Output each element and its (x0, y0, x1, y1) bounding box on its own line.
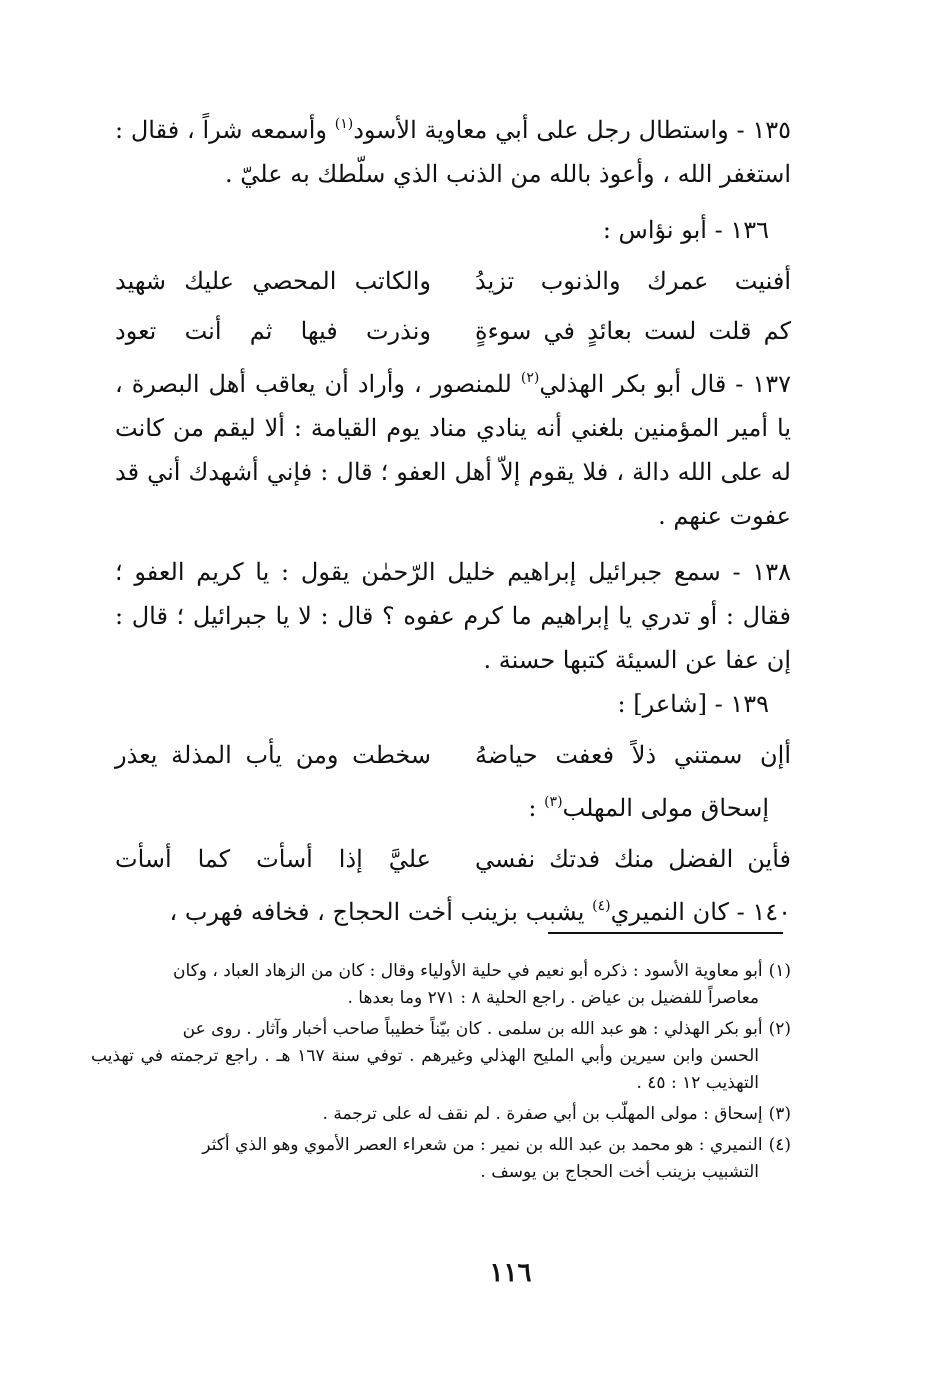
footnote-number: (١) (768, 961, 791, 981)
verse-second-hemistich: سخطت ومن يأب المذلة يعذر (115, 741, 431, 769)
footnote-2 (91, 1016, 791, 1097)
entry-139-intro-2-a: إسحاق مولى المهلب (562, 794, 769, 822)
verse-first-hemistich: كم قلت لست بعائدٍ في سوءةٍ (475, 317, 791, 345)
footnote-continuation: معاصراً للفضيل بن عياض . راجع الحلية ٨ : ٢٧١ وما بعدها . (347, 988, 759, 1008)
entry-135-text-a: ١٣٥ - واستطال رجل على أبي معاوية الأسود (353, 116, 792, 144)
footnote-continuation: الحسن وابن سيرين وأبي المليح الهذلي وغيرهم . توفي سنة ١٦٧ هـ . راجع ترجمته في تهذيب التهذيب ١٢ : ٤٥ . (91, 1046, 759, 1093)
entry-137-text-b: للمنصور ، وأراد أن يعاقب أهل البصرة ، يا أمير المؤمنين بلغني أنه ينادي مناد يوم القيامة : ألا ليقم من كانت له على الله دالة ، فلا يقوم إلاّ أهل العفو ؛ قال : فإني أشهدك أني قد عفوت عنهم . (115, 370, 791, 530)
footnote-4 (91, 1132, 791, 1186)
footnote-text: أبو بكر الهذلي : هو عبد الله بن سلمى . كان بيّناً خطيباً صاحب أخبار وآثار . روى عن (182, 1019, 763, 1039)
entry-140-text-b: يشبب بزينب أخت الحجاج ، فخافه فهرب ، (169, 898, 593, 926)
poem-136 (115, 256, 791, 356)
footnote-text: النميري : هو محمد بن عبد الله بن نمير : من شعراء العصر الأموي وهو الذي أكثر (202, 1135, 763, 1155)
verse-line (115, 256, 791, 306)
main-text (115, 108, 791, 946)
entry-139-intro-2-b: : (528, 794, 545, 822)
footnote-number: (٣) (768, 1104, 791, 1124)
verse-first-hemistich: أفنيت عمرك والذنوب تزيدُ (475, 267, 791, 295)
poem-139 (115, 730, 791, 780)
footnote-text: إسحاق : مولى المهلّب بن أبي صفرة . لم نقف له على ترجمة . (322, 1104, 763, 1124)
footnotes (91, 958, 791, 1190)
footnote-ref-4: (٤) (592, 898, 611, 914)
footnote-number: (٢) (768, 1019, 791, 1039)
footnote-ref-1: (١) (334, 116, 354, 132)
entry-138: ١٣٨ - سمع جبرائيل إبراهيم خليل الرّحمٰن يقول : يا كريم العفو ؛ فقال : أو تدري يا إبراهيم ما كرم عفوه ؟ قال : لا يا جبرائيل ؛ قال : إن عفا عن السيئة كتبها حسنة . (115, 558, 791, 674)
footnote-3 (91, 1101, 791, 1128)
verse-line (115, 730, 791, 780)
poem-139-b (115, 834, 791, 884)
verse-first-hemistich: أإن سمتني ذلاً فعفت حياضهُ (475, 741, 791, 769)
entry-139-intro: ١٣٩ - [شاعر] : (617, 690, 769, 718)
footnote-1 (91, 958, 791, 1012)
entry-140 (115, 890, 791, 934)
verse-second-hemistich: عليَّ إذا أسأت كما أسأت (115, 845, 431, 873)
entry-136 (115, 208, 791, 356)
footnote-continuation: التشبيب بزينب أخت الحجاج بن يوسف . (480, 1162, 759, 1182)
entry-139 (115, 682, 791, 884)
entry-135 (115, 108, 791, 196)
footnote-separator (548, 932, 783, 934)
entry-140-text-a: ١٤٠ - كان النميري (610, 898, 791, 926)
entry-136-intro: ١٣٦ - أبو نؤاس : (602, 216, 769, 244)
footnote-ref-3: (٣) (544, 794, 563, 810)
verse-line (115, 306, 791, 356)
verse-first-hemistich: فأين الفضل منك فدتك نفسي (475, 845, 791, 873)
page-number: ١١٦ (489, 1258, 532, 1288)
entry-137-text-a: ١٣٧ - قال أبو بكر الهذلي (539, 370, 792, 398)
entry-139-intro-2 (115, 786, 791, 830)
verse-line (115, 834, 791, 884)
verse-second-hemistich: والكاتب المحصي عليك شهيد (115, 267, 431, 295)
entry-135-text-b: وأسمعه شراً ، فقال : استغفر الله ، وأعوذ بالله من الذنب الذي سلّطك به عليّ . (115, 116, 791, 188)
footnote-text: أبو معاوية الأسود : ذكره أبو نعيم في حلية الأولياء وقال : كان من الزهاد العباد ، وكان (173, 961, 763, 981)
verse-second-hemistich: ونذرت فيها ثم أنت تعود (115, 317, 431, 345)
footnote-ref-2: (٢) (520, 370, 540, 386)
footnote-number: (٤) (768, 1135, 791, 1155)
entry-137 (115, 362, 791, 538)
